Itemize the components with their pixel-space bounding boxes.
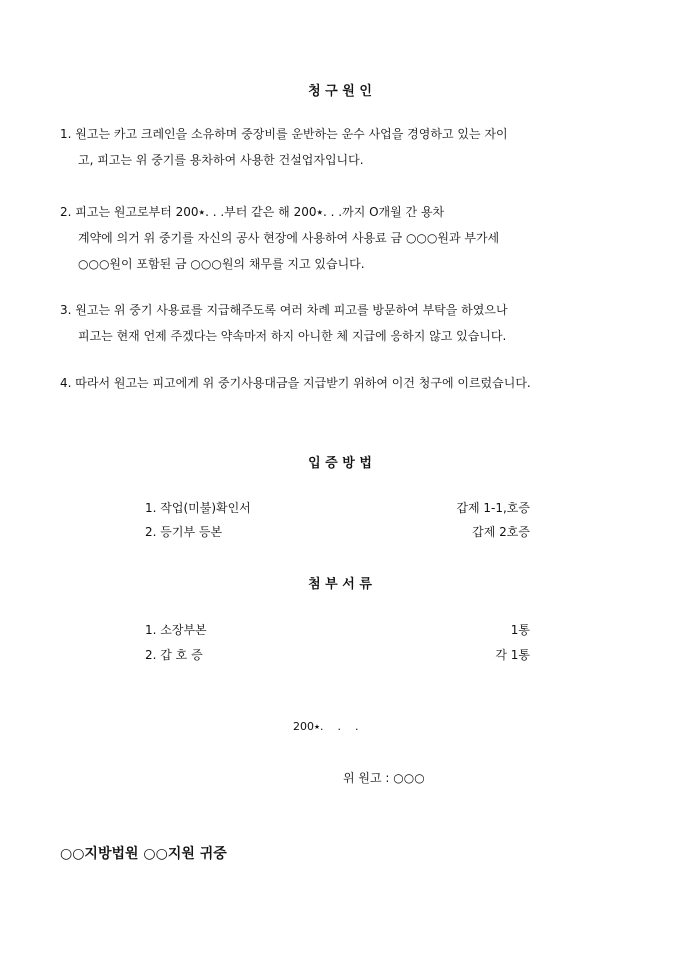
document-date: 200٭. . . [293, 720, 359, 733]
claim-paragraph-4 [60, 370, 640, 396]
evidence-item-value: 갑제 1-1,호증 [456, 501, 530, 515]
claim-3-line-1: 3. 원고는 위 중기 사용료를 지급해주도록 여러 차례 피고를 방문하여 부탁을 하였으나 [60, 303, 508, 317]
claim-1-line-2: 고, 피고는 위 중기를 용차하여 사용한 건설업자입니다. [78, 153, 364, 167]
claim-2-line-1: 2. 피고는 원고로부터 200٭. . .부터 같은 해 200٭. . .까지 O개월 간 용차 [60, 205, 445, 219]
claim-2-line-3: ○○○원이 포함된 금 ○○○원의 채무를 지고 있습니다. [78, 257, 365, 271]
court-addressee: ○○지방법원 ○○지원 귀중 [60, 846, 227, 862]
claim-2-line-2: 계약에 의거 위 중기를 자신의 공사 현장에 사용하여 사용료 금 ○○○원과 부가세 [78, 231, 500, 245]
attachment-item-value: 각 1통 [495, 648, 530, 662]
evidence-title: 입 증 방 법 [308, 456, 372, 471]
attachment-item [145, 620, 530, 640]
claim-paragraph-1 [60, 121, 640, 173]
claim-title: 청 구 원 인 [308, 84, 372, 99]
attachments-title: 첨 부 서 류 [308, 577, 372, 592]
attachment-item [145, 645, 530, 665]
attachment-item-label: 1. 소장부본 [145, 623, 207, 637]
evidence-item-value: 갑제 2호증 [472, 525, 530, 539]
evidence-item [145, 522, 530, 542]
evidence-item-label: 2. 등기부 등본 [145, 525, 223, 539]
claim-1-line-1: 1. 원고는 카고 크레인을 소유하며 중장비를 운반하는 운수 사업을 경영하고 있는 자이 [60, 127, 508, 141]
claim-3-line-2: 피고는 현재 언제 주겠다는 약속마저 하지 아니한 체 지급에 응하지 않고 있습니다. [78, 329, 507, 343]
claim-4-line-1: 4. 따라서 원고는 피고에게 위 중기사용대금을 지급받기 위하여 이건 청구에 이르렀습니다. [60, 376, 531, 390]
claim-paragraph-2 [60, 199, 640, 277]
evidence-item [145, 498, 530, 518]
plaintiff-signature: 위 원고 : ○○○ [343, 771, 425, 785]
attachment-item-label: 2. 갑 호 증 [145, 648, 203, 662]
evidence-item-label: 1. 작업(미불)확인서 [145, 501, 251, 515]
attachment-item-value: 1통 [510, 623, 530, 637]
claim-paragraph-3 [60, 297, 640, 349]
